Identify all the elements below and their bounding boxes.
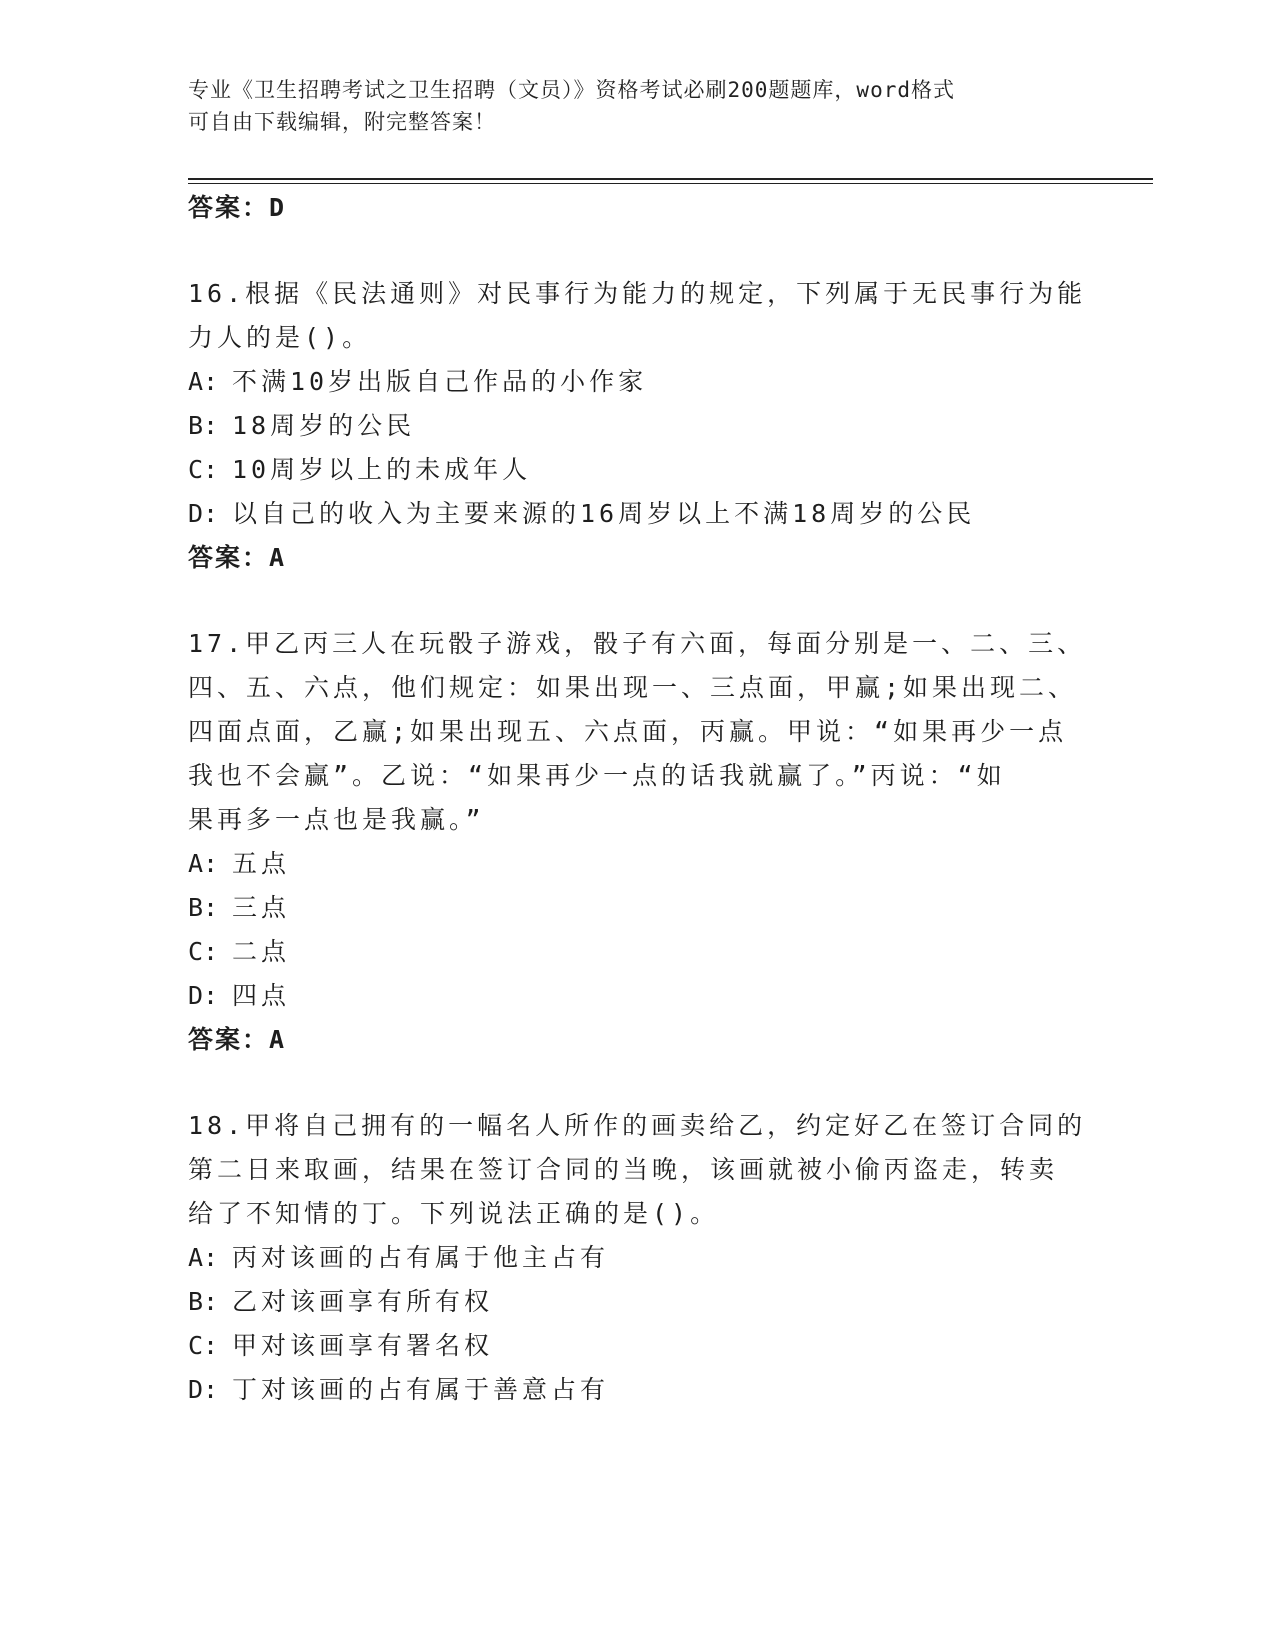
option-text: 18周岁的公民 [232, 411, 416, 440]
q18-line-1: 18.甲将自己拥有的一幅名人所作的画卖给乙，约定好乙在签订合同的 [188, 1111, 1087, 1140]
option-text: 丁对该画的占有属于善意占有 [232, 1375, 610, 1404]
q18-option-a [188, 1238, 609, 1274]
option-key: A: [188, 1243, 219, 1272]
option-key: D: [188, 1375, 219, 1404]
q17-line-3: 四面点面，乙赢;如果出现五、六点面，丙赢。甲说：“如果再少一点 [188, 717, 1068, 746]
option-key: B: [188, 1287, 219, 1316]
document-header [188, 74, 1068, 138]
header-divider [188, 178, 1153, 184]
q18-option-d [188, 1370, 609, 1406]
option-text: 五点 [232, 849, 291, 878]
q18-option-c [188, 1326, 493, 1362]
q17-line-2: 四、五、六点，他们规定：如果出现一、三点面，甲赢;如果出现二、 [188, 673, 1078, 702]
q16-option-c [188, 450, 531, 486]
option-key: A: [188, 849, 219, 878]
option-key: B: [188, 411, 219, 440]
option-key: A: [188, 367, 219, 396]
q17-line-5: 果再多一点也是我赢。” [188, 805, 485, 834]
option-text: 乙对该画享有所有权 [232, 1287, 494, 1316]
q16-line-1: 16.根据《民法通则》对民事行为能力的规定，下列属于无民事行为能 [188, 279, 1087, 308]
q18-line-2: 第二日来取画，结果在签订合同的当晚，该画就被小偷丙盗走，转卖 [188, 1155, 1059, 1184]
option-key: D: [188, 499, 219, 528]
q17-option-a [188, 844, 290, 880]
q17-line-1: 17.甲乙丙三人在玩骰子游戏，骰子有六面，每面分别是一、二、三、 [188, 629, 1087, 658]
answer-15: 答案：D [188, 193, 287, 222]
q16-option-a [188, 362, 647, 398]
option-text: 10周岁以上的未成年人 [232, 455, 532, 484]
q17-line-4: 我也不会赢”。乙说：“如果再少一点的话我就赢了。”丙说：“如 [188, 761, 1006, 790]
option-text: 不满10岁出版自己作品的小作家 [232, 367, 648, 396]
option-text: 四点 [232, 981, 291, 1010]
option-text: 以自己的收入为主要来源的16周岁以上不满18周岁的公民 [232, 499, 976, 528]
q18-line-3: 给了不知情的丁。下列说法正确的是()。 [188, 1199, 720, 1228]
q17-answer: 答案：A [188, 1025, 287, 1054]
option-key: C: [188, 455, 219, 484]
option-text: 甲对该画享有署名权 [232, 1331, 494, 1360]
q16-answer: 答案：A [188, 543, 287, 572]
option-key: C: [188, 1331, 219, 1360]
q16-option-b [188, 406, 415, 442]
option-key: C: [188, 937, 219, 966]
q17-option-d [188, 976, 290, 1012]
option-text: 丙对该画的占有属于他主占有 [232, 1243, 610, 1272]
q17-option-c [188, 932, 290, 968]
header-line-2: 可自由下载编辑，附完整答案！ [188, 110, 496, 134]
option-text: 二点 [232, 937, 291, 966]
option-key: D: [188, 981, 219, 1010]
option-key: B: [188, 893, 219, 922]
q16-option-d [188, 494, 975, 530]
q16-line-2: 力人的是()。 [188, 323, 372, 352]
option-text: 三点 [232, 893, 291, 922]
q17-option-b [188, 888, 290, 924]
q18-option-b [188, 1282, 493, 1318]
header-line-1: 专业《卫生招聘考试之卫生招聘（文员）》资格考试必刷200题题库，word格式 [188, 78, 955, 102]
